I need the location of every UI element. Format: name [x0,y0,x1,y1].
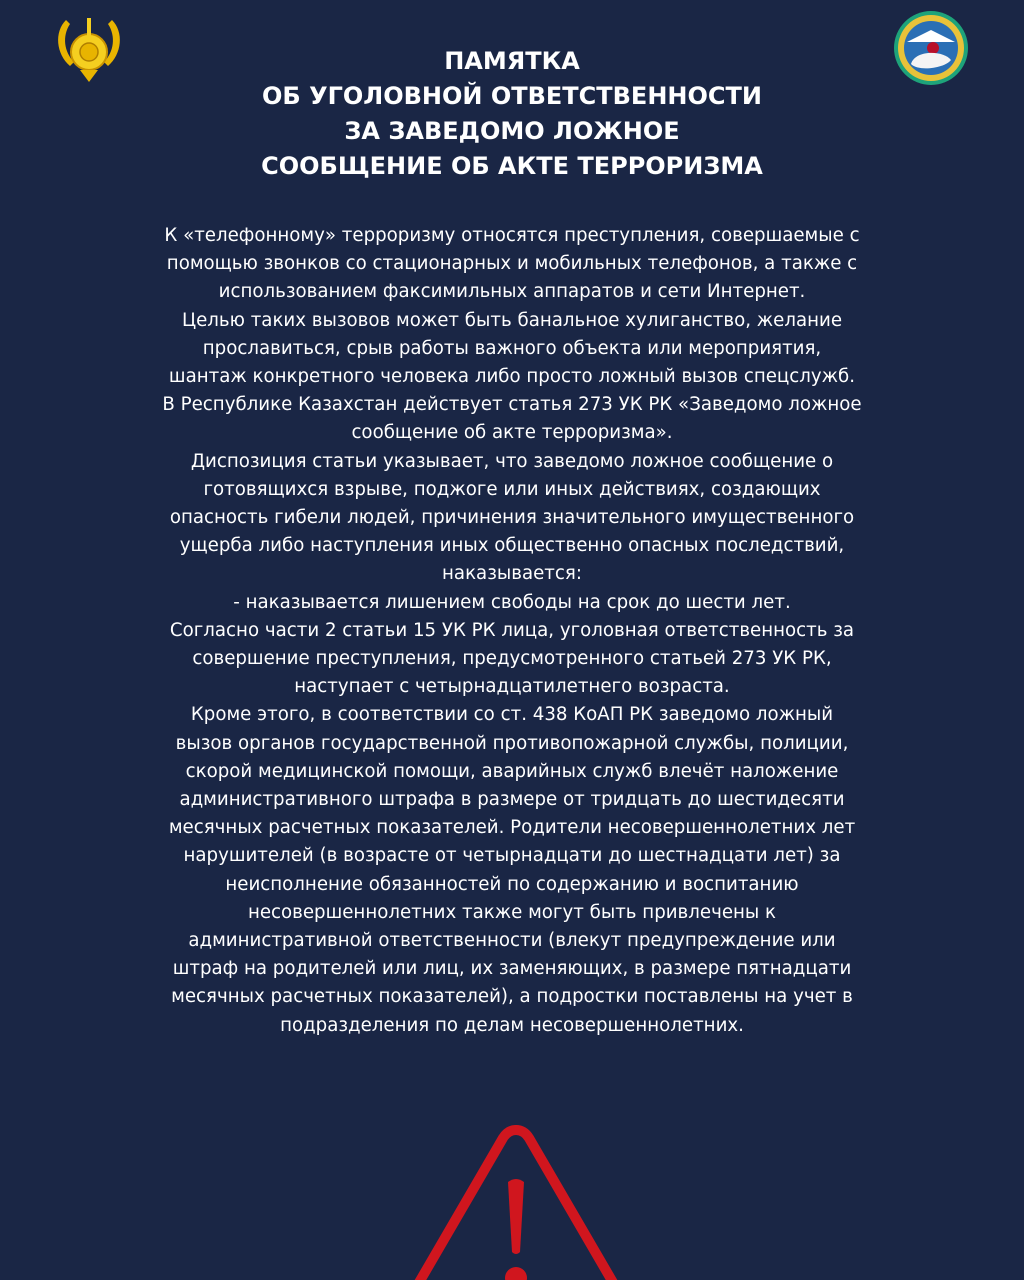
body-line: сообщение об акте терроризма». [351,422,673,444]
body-line: вызов органов государственной противопожарной службы, полиции, [175,732,849,754]
body-line: подразделения по делам несовершеннолетних. [280,1014,744,1036]
body-line: наступает с четырнадцатилетнего возраста. [294,676,730,698]
body-line: Диспозиция статьи указывает, что заведомо ложное сообщение о [190,450,834,472]
body-line: шантаж конкретного человека либо просто ложный вызов спецслужб. [168,366,856,388]
body-line: использованием факсимильных аппаратов и сети Интернет. [218,281,806,303]
body-line: К «телефонному» терроризму относятся преступления, совершаемые с [164,225,860,246]
body-line: готовящихся взрыве, поджоге или иных действиях, создающих [203,478,821,500]
body-line: прославиться, срыв работы важного объекта или мероприятия, [202,337,822,359]
title-line: ПАМЯТКА [444,47,580,75]
body-line: несовершеннолетних также могут быть привлечены к [247,901,777,923]
warning-icon [400,1118,632,1280]
body-line: Согласно части 2 статьи 15 УК РК лица, уголовная ответственность за [169,619,855,641]
body-line: месячных расчетных показателей), а подростки поставлены на учет в [171,986,853,1008]
title-line: ОБ УГОЛОВНОЙ ОТВЕТСТВЕННОСТИ [262,82,762,110]
body-line: нарушителей (в возрасте от четырнадцати до шестнадцати лет) за [183,845,841,867]
body-line: Целью таких вызовов может быть банальное хулиганство, желание [181,309,843,331]
body-line: Кроме этого, в соответствии со ст. 438 КоАП РК заведомо ложный [190,704,834,726]
body-line: административного штрафа в размере от тридцать до шестидесяти [179,789,845,811]
body-line: совершение преступления, предусмотренного статьей 273 УК РК, [192,648,832,670]
title-line: СООБЩЕНИЕ ОБ АКТЕ ТЕРРОРИЗМА [261,152,763,180]
body-line: месячных расчетных показателей. Родители несовершеннолетних лет [168,817,856,839]
body-line: штраф на родителей или лиц, их заменяющих, в размере пятнадцати [172,958,852,980]
body-line: административной ответственности (влекут предупреждение или [188,930,836,952]
body-line: В Республике Казахстан действует статья 273 УК РК «Заведомо ложное [162,394,862,416]
body-line: скорой медицинской помощи, аварийных служб влечёт наложение [185,760,839,782]
body-line: ущерба либо наступления иных общественно опасных последствий, [179,535,845,557]
title-line: ЗА ЗАВЕДОМО ЛОЖНОЕ [344,117,680,145]
page-title [0,44,1024,184]
body-line: - наказывается лишением свободы на срок до шести лет. [233,591,791,613]
body-line: опасность гибели людей, причинения значительного имущественного [169,507,855,529]
body-line: помощью звонков со стационарных и мобильных телефонов, а также с [166,253,858,275]
body-text [40,222,984,1040]
body-line: неисполнение обязанностей по содержанию и воспитанию [225,873,799,895]
body-line: наказывается: [442,563,582,585]
